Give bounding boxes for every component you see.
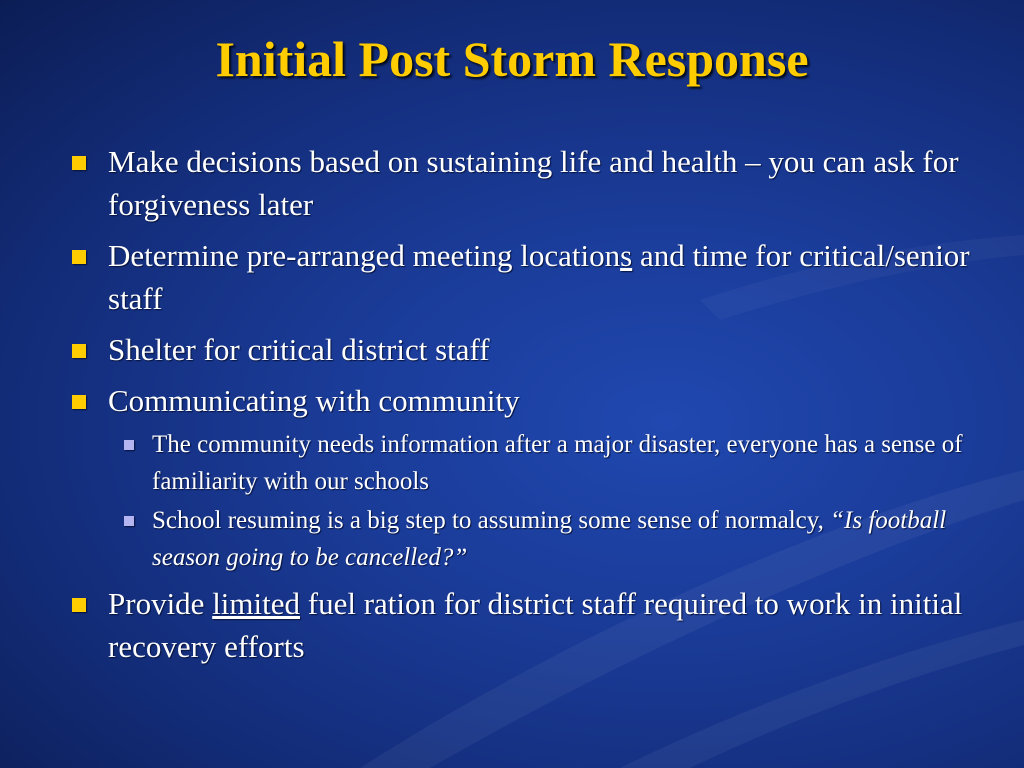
bullet-item <box>70 234 980 320</box>
sub-bullet-item <box>70 426 980 500</box>
bullet-text: Shelter for critical district staff <box>108 332 490 367</box>
square-bullet-icon <box>72 250 86 264</box>
square-bullet-icon <box>72 344 86 358</box>
underlined-text: limited <box>212 586 301 621</box>
square-bullet-icon <box>72 598 86 612</box>
bullet-item <box>70 140 980 226</box>
bullet-item <box>70 582 980 668</box>
bullet-item <box>70 379 980 422</box>
bullet-item <box>70 328 980 371</box>
bullet-text: Make decisions based on sustaining life and health – you can ask for forgiveness later <box>108 144 959 222</box>
square-bullet-icon <box>72 395 86 409</box>
bullet-list <box>70 140 980 676</box>
square-sub-bullet-icon <box>124 516 134 526</box>
italic-quote: “Is football season going to be cancelled?” <box>152 507 947 571</box>
sub-bullet-text: The community needs information after a major disaster, everyone has a sense of familiarity with our schools <box>152 431 963 495</box>
underlined-text: s <box>620 238 633 273</box>
square-sub-bullet-icon <box>124 440 134 450</box>
bullet-text: Communicating with community <box>108 383 520 418</box>
slide-title: Initial Post Storm Response <box>215 31 809 87</box>
sub-bullet-item <box>70 502 980 576</box>
sub-bullet-text: School resuming is a big step to assuming some sense of normalcy, “Is football season going to be cancelled?” <box>152 507 947 571</box>
bullet-text: Provide limited fuel ration for district staff required to work in initial recovery efforts <box>108 586 963 664</box>
bullet-text: Determine pre-arranged meeting locations and time for critical/senior staff <box>108 238 970 316</box>
square-bullet-icon <box>72 156 86 170</box>
